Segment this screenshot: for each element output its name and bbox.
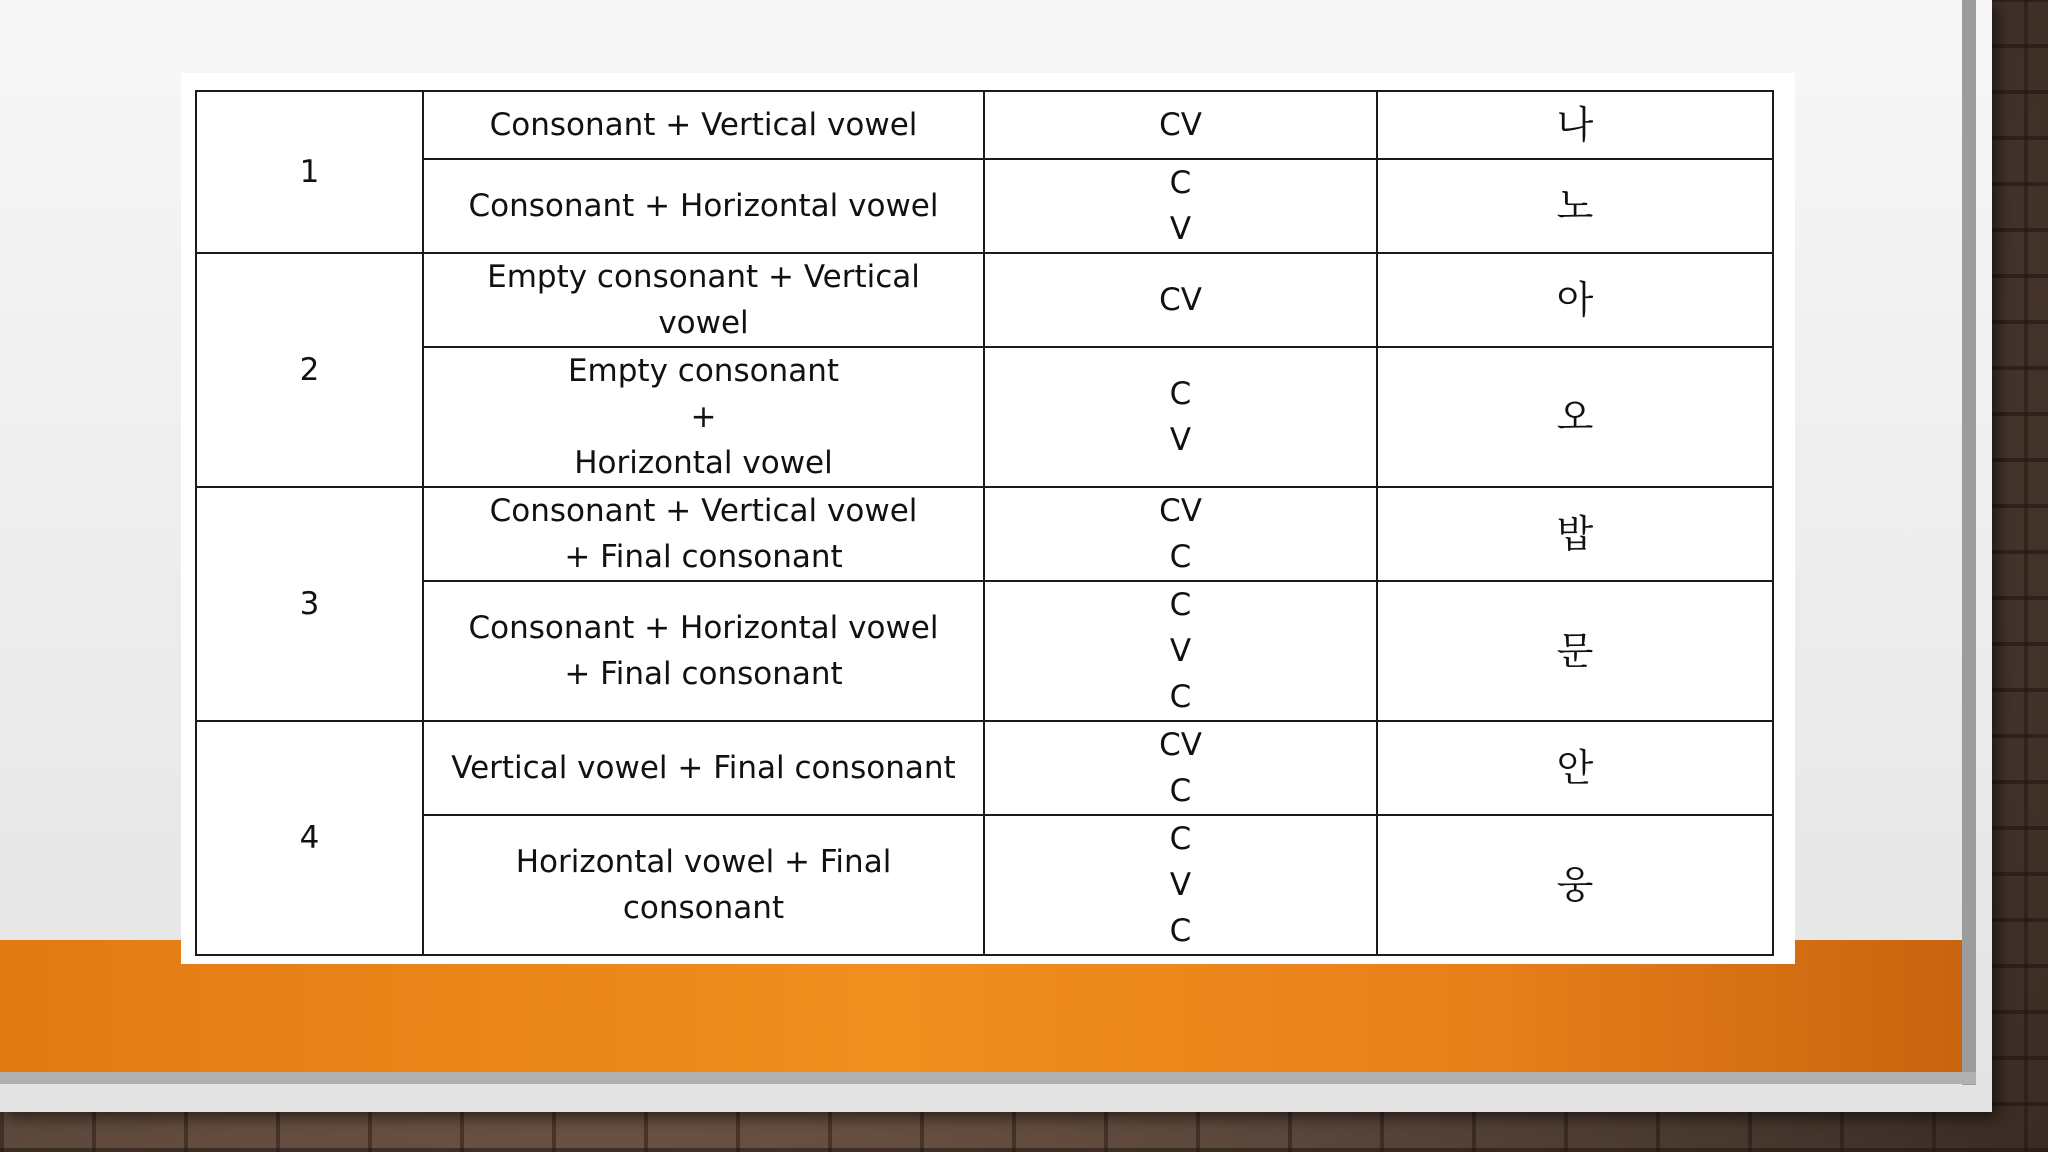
group-number: 1 xyxy=(196,91,423,253)
cv-pattern: CV xyxy=(984,253,1377,347)
table-row xyxy=(196,91,1773,159)
cv-pattern: C V C xyxy=(984,581,1377,721)
korean-example: 안 xyxy=(1377,721,1773,815)
cv-pattern: CV xyxy=(984,91,1377,159)
korean-example: 나 xyxy=(1377,91,1773,159)
structure-description: Empty consonant + Horizontal vowel xyxy=(423,347,984,487)
slide-right-edge xyxy=(1962,0,1976,1085)
structure-description: Horizontal vowel + Final consonant xyxy=(423,815,984,955)
group-number: 4 xyxy=(196,721,423,955)
structure-description: Consonant + Vertical vowel xyxy=(423,91,984,159)
structure-description: Empty consonant + Vertical vowel xyxy=(423,253,984,347)
structure-description: Consonant + Horizontal vowel + Final consonant xyxy=(423,581,984,721)
table-row xyxy=(196,253,1773,347)
korean-example: 밥 xyxy=(1377,487,1773,581)
table-row xyxy=(196,721,1773,815)
table-row xyxy=(196,347,1773,487)
group-number: 3 xyxy=(196,487,423,721)
cv-pattern: C V C xyxy=(984,815,1377,955)
cv-pattern: C V xyxy=(984,159,1377,253)
slide-bottom-edge xyxy=(0,1072,1976,1084)
cv-pattern: CV C xyxy=(984,487,1377,581)
syllable-structure-table xyxy=(195,90,1774,956)
korean-example: 문 xyxy=(1377,581,1773,721)
cv-pattern: CV C xyxy=(984,721,1377,815)
structure-description: Consonant + Vertical vowel + Final consonant xyxy=(423,487,984,581)
group-number: 2 xyxy=(196,253,423,487)
korean-example: 아 xyxy=(1377,253,1773,347)
table-row xyxy=(196,581,1773,721)
cv-pattern: C V xyxy=(984,347,1377,487)
structure-description: Vertical vowel + Final consonant xyxy=(423,721,984,815)
korean-example: 오 xyxy=(1377,347,1773,487)
table-row xyxy=(196,815,1773,955)
korean-example: 웅 xyxy=(1377,815,1773,955)
table-row xyxy=(196,487,1773,581)
structure-description: Consonant + Horizontal vowel xyxy=(423,159,984,253)
korean-example: 노 xyxy=(1377,159,1773,253)
table-row xyxy=(196,159,1773,253)
